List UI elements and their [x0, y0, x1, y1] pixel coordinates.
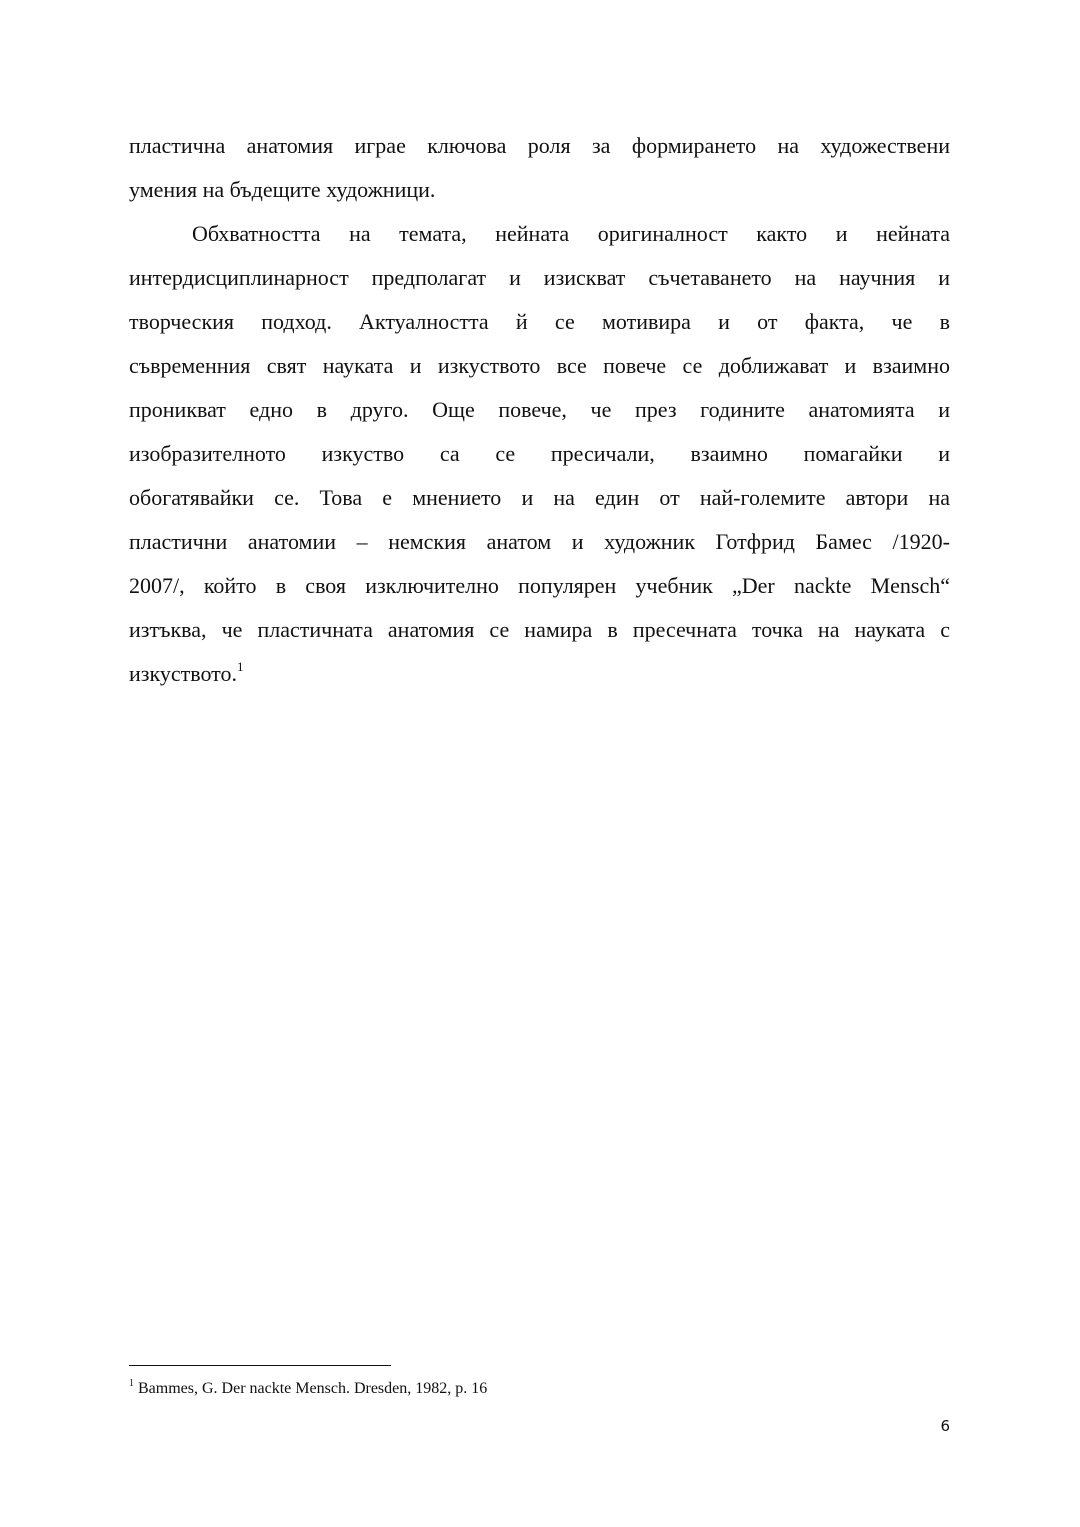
footnote-reference[interactable]: 1: [237, 658, 244, 674]
footnote-separator: [129, 1365, 391, 1366]
paragraph-line: умения на бъдещите художници.: [129, 177, 436, 202]
footnote: [129, 1378, 487, 1400]
paragraph-line: Обхватността на темата, нейната оригиналност както и нейната: [192, 221, 950, 246]
paragraph-line: изобразителното изкуство са се пресичали, взаимно помагайки и: [129, 441, 950, 466]
paragraph-line: обогатявайки се. Това е мнението и на един от най-големите автори на: [129, 485, 950, 510]
page-number: 6: [940, 1417, 950, 1435]
footnote-number: 1: [129, 1377, 134, 1389]
paragraph-line: 2007/, който в своя изключително популярен учебник „Der nackte Mensch“: [129, 573, 950, 598]
footnote-text: Bammes, G. Der nackte Mensch. Dresden, 1982, p. 16: [138, 1380, 488, 1397]
paragraph-line: интердисциплинарност предполагат и изискват съчетаването на научния и: [129, 265, 950, 290]
paragraph-line-last: [129, 652, 950, 696]
body-text: [129, 124, 950, 696]
paragraph-line: пластични анатомии – немския анатом и художник Готфрид Бамес /1920-: [129, 529, 950, 554]
paragraph-line-text: изкуството.: [129, 661, 237, 686]
paragraph-line: проникват едно в друго. Още повече, че през годините анатомията и: [129, 397, 950, 422]
paragraph-line: съвременния свят науката и изкуството все повече се доближават и взаимно: [129, 353, 950, 378]
paragraph-line: пластична анатомия играе ключова роля за формирането на художествени: [129, 133, 950, 158]
paragraph-line: творческия подход. Актуалността й се мотивира и от факта, че в: [129, 309, 950, 334]
paragraph-line: изтъква, че пластичната анатомия се намира в пресечната точка на науката с: [129, 617, 950, 642]
